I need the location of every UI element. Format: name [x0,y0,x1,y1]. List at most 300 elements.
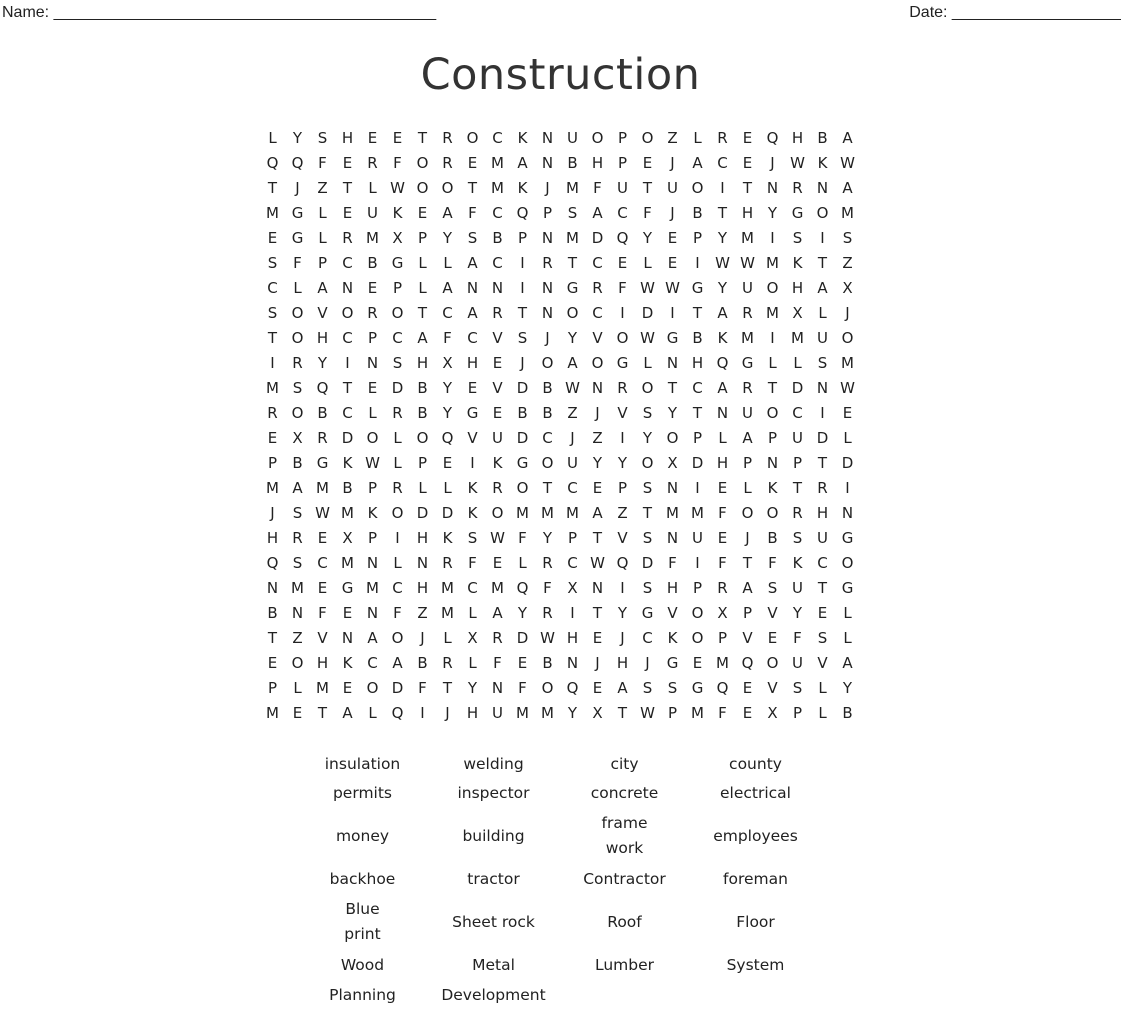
grid-letter[interactable]: R [442,154,453,172]
grid-letter[interactable]: I [820,229,825,247]
grid-letter[interactable]: Q [716,354,729,372]
grid-letter[interactable]: T [692,404,703,422]
grid-letter[interactable]: O [291,304,304,322]
grid-letter[interactable]: N [766,179,779,197]
grid-letter[interactable]: Q [741,654,754,672]
grid-letter[interactable]: Z [317,179,328,197]
grid-letter[interactable]: E [667,229,678,247]
grid-letter[interactable]: V [592,329,603,347]
grid-letter[interactable]: C [392,329,403,347]
grid-letter[interactable]: O [291,654,304,672]
grid-letter[interactable]: E [292,704,303,722]
grid-letter[interactable]: T [317,704,328,722]
grid-letter[interactable]: B [417,404,428,422]
grid-letter[interactable]: J [595,654,600,672]
grid-letter[interactable]: T [342,179,353,197]
grid-letter[interactable]: M [266,479,279,497]
grid-letter[interactable]: C [567,479,578,497]
grid-letter[interactable]: D [816,429,829,447]
grid-letter[interactable]: O [416,154,429,172]
grid-letter[interactable]: L [818,704,827,722]
grid-letter[interactable]: A [367,629,378,647]
grid-letter[interactable]: I [395,529,400,547]
grid-letter[interactable]: W [740,254,755,272]
name-field[interactable]: Name: ___________________________________________ [2,4,437,21]
grid-letter[interactable]: E [417,204,428,222]
grid-letter[interactable]: L [443,479,452,497]
grid-letter[interactable]: X [442,354,453,372]
grid-letter[interactable]: H [566,629,579,647]
grid-letter[interactable]: E [617,254,628,272]
grid-letter[interactable]: P [792,704,803,722]
grid-letter[interactable]: B [692,204,703,222]
grid-letter[interactable]: Q [516,579,529,597]
grid-letter[interactable]: L [718,429,727,447]
grid-letter[interactable]: A [342,704,353,722]
grid-letter[interactable]: E [692,654,703,672]
grid-letter[interactable]: H [466,704,479,722]
grid-letter[interactable]: R [392,479,403,497]
grid-letter[interactable]: N [816,379,829,397]
grid-letter[interactable]: A [442,279,453,297]
grid-letter[interactable]: O [541,454,554,472]
grid-letter[interactable]: Y [292,129,303,147]
grid-letter[interactable]: I [520,279,525,297]
grid-letter[interactable]: F [643,204,652,222]
grid-letter[interactable]: M [841,204,854,222]
grid-letter[interactable]: S [792,229,803,247]
grid-letter[interactable]: M [566,179,579,197]
grid-letter[interactable]: F [418,679,427,697]
grid-letter[interactable]: K [392,204,403,222]
grid-letter[interactable]: E [517,654,528,672]
grid-letter[interactable]: M [516,504,529,522]
grid-letter[interactable]: M [766,254,779,272]
grid-letter[interactable]: B [817,129,828,147]
grid-letter[interactable]: J [670,204,675,222]
grid-letter[interactable]: K [342,454,353,472]
grid-letter[interactable]: R [292,354,303,372]
grid-letter[interactable]: H [316,329,329,347]
grid-letter[interactable]: K [367,504,378,522]
grid-letter[interactable]: K [467,479,478,497]
grid-letter[interactable]: O [466,129,479,147]
grid-letter[interactable]: F [293,254,302,272]
grid-letter[interactable]: F [468,204,477,222]
grid-letter[interactable]: H [791,279,804,297]
grid-letter[interactable]: E [342,679,353,697]
grid-letter[interactable]: N [491,679,504,697]
grid-letter[interactable]: W [640,329,655,347]
grid-letter[interactable]: N [491,279,504,297]
grid-letter[interactable]: B [292,454,303,472]
grid-letter[interactable]: S [267,304,278,322]
grid-letter[interactable]: S [467,529,478,547]
grid-letter[interactable]: U [742,404,753,422]
grid-letter[interactable]: F [618,279,627,297]
grid-letter[interactable]: A [467,254,478,272]
grid-letter[interactable]: G [841,579,854,597]
grid-letter[interactable]: C [492,129,503,147]
grid-letter[interactable]: I [695,554,700,572]
grid-letter[interactable]: P [667,704,678,722]
grid-letter[interactable]: H [416,354,429,372]
grid-letter[interactable]: T [642,179,653,197]
grid-letter[interactable]: X [592,704,603,722]
grid-letter[interactable]: I [845,479,850,497]
grid-letter[interactable]: L [643,354,652,372]
grid-letter[interactable]: K [442,529,453,547]
grid-letter[interactable]: E [367,129,378,147]
grid-letter[interactable]: M [741,229,754,247]
grid-letter[interactable]: X [467,629,478,647]
grid-letter[interactable]: O [766,279,779,297]
grid-letter[interactable]: F [393,154,402,172]
grid-letter[interactable]: R [267,404,278,422]
grid-letter[interactable]: B [417,654,428,672]
grid-letter[interactable]: B [767,529,778,547]
grid-letter[interactable]: H [266,529,279,547]
grid-letter[interactable]: N [591,379,604,397]
grid-letter[interactable]: F [318,154,327,172]
grid-letter[interactable]: E [767,629,778,647]
grid-letter[interactable]: B [542,654,553,672]
grid-letter[interactable]: S [642,579,653,597]
grid-letter[interactable]: F [468,554,477,572]
grid-letter[interactable]: P [367,479,378,497]
grid-letter[interactable]: I [570,604,575,622]
grid-letter[interactable]: M [691,504,704,522]
grid-letter[interactable]: S [817,354,828,372]
grid-letter[interactable]: I [820,404,825,422]
grid-letter[interactable]: E [317,579,328,597]
grid-letter[interactable]: U [617,179,628,197]
grid-letter[interactable]: A [842,129,853,147]
grid-letter[interactable]: A [567,354,578,372]
grid-letter[interactable]: O [741,504,754,522]
grid-letter[interactable]: A [692,154,703,172]
grid-letter[interactable]: W [640,279,655,297]
grid-letter[interactable]: E [342,204,353,222]
grid-letter[interactable]: D [341,429,354,447]
grid-letter[interactable]: D [516,429,529,447]
grid-letter[interactable]: J [420,629,425,647]
grid-letter[interactable]: O [366,679,379,697]
grid-letter[interactable]: E [842,404,853,422]
grid-letter[interactable]: A [467,304,478,322]
grid-letter[interactable]: P [367,329,378,347]
grid-letter[interactable]: E [592,679,603,697]
grid-letter[interactable]: T [817,579,828,597]
grid-letter[interactable]: N [816,179,829,197]
grid-letter[interactable]: Y [642,229,653,247]
grid-letter[interactable]: L [393,554,402,572]
grid-letter[interactable]: D [441,504,454,522]
grid-letter[interactable]: G [641,604,654,622]
grid-letter[interactable]: V [742,629,753,647]
grid-letter[interactable]: W [540,629,555,647]
grid-letter[interactable]: N [841,504,854,522]
grid-letter[interactable]: G [741,354,754,372]
grid-letter[interactable]: S [817,629,828,647]
grid-letter[interactable]: Y [567,329,578,347]
grid-letter[interactable]: Y [617,454,628,472]
grid-letter[interactable]: B [317,404,328,422]
grid-letter[interactable]: S [642,404,653,422]
grid-letter[interactable]: O [341,304,354,322]
grid-letter[interactable]: M [341,554,354,572]
grid-letter[interactable]: G [666,329,679,347]
grid-letter[interactable]: Q [291,154,304,172]
grid-letter[interactable]: S [792,679,803,697]
grid-letter[interactable]: P [417,454,428,472]
grid-letter[interactable]: F [718,504,727,522]
grid-letter[interactable]: R [317,429,328,447]
grid-letter[interactable]: G [316,454,329,472]
grid-letter[interactable]: Y [667,404,678,422]
grid-letter[interactable]: W [490,529,505,547]
grid-letter[interactable]: R [742,379,753,397]
grid-letter[interactable]: S [767,579,778,597]
grid-letter[interactable]: R [792,179,803,197]
grid-letter[interactable]: Z [617,504,628,522]
grid-letter[interactable]: L [693,129,702,147]
grid-letter[interactable]: W [840,379,855,397]
grid-letter[interactable]: E [267,429,278,447]
grid-letter[interactable]: X [767,704,778,722]
grid-letter[interactable]: E [267,654,278,672]
grid-letter[interactable]: I [620,304,625,322]
grid-letter[interactable]: C [617,204,628,222]
grid-letter[interactable]: U [792,654,803,672]
grid-letter[interactable]: P [792,454,803,472]
grid-letter[interactable]: L [768,354,777,372]
grid-letter[interactable]: B [567,154,578,172]
grid-letter[interactable]: O [291,404,304,422]
grid-letter[interactable]: E [592,479,603,497]
grid-letter[interactable]: L [368,704,377,722]
grid-letter[interactable]: D [591,229,604,247]
grid-letter[interactable]: W [390,179,405,197]
grid-letter[interactable]: V [767,679,778,697]
grid-letter[interactable]: Z [842,254,853,272]
grid-letter[interactable]: X [392,229,403,247]
grid-letter[interactable]: U [817,529,828,547]
grid-letter[interactable]: P [692,579,703,597]
grid-letter[interactable]: T [267,629,278,647]
grid-letter[interactable]: K [792,254,803,272]
grid-letter[interactable]: K [492,454,503,472]
grid-letter[interactable]: O [691,604,704,622]
grid-letter[interactable]: Y [442,404,453,422]
grid-letter[interactable]: T [542,479,553,497]
grid-letter[interactable]: Z [292,629,303,647]
grid-letter[interactable]: T [417,129,428,147]
grid-letter[interactable]: M [791,329,804,347]
grid-letter[interactable]: B [417,379,428,397]
grid-letter[interactable]: L [843,604,852,622]
grid-letter[interactable]: O [391,304,404,322]
grid-letter[interactable]: P [392,279,403,297]
grid-letter[interactable]: R [492,304,503,322]
grid-letter[interactable]: W [665,279,680,297]
grid-letter[interactable]: J [295,179,300,197]
grid-letter[interactable]: P [767,429,778,447]
grid-letter[interactable]: E [342,604,353,622]
grid-letter[interactable]: D [391,379,404,397]
grid-letter[interactable]: P [742,454,753,472]
grid-letter[interactable]: H [741,204,754,222]
grid-letter[interactable]: C [492,254,503,272]
grid-letter[interactable]: N [541,129,554,147]
grid-letter[interactable]: G [291,204,304,222]
grid-letter[interactable]: A [742,429,753,447]
grid-letter[interactable]: M [741,329,754,347]
grid-letter[interactable]: R [717,129,728,147]
grid-letter[interactable]: T [592,604,603,622]
grid-letter[interactable]: M [516,704,529,722]
grid-letter[interactable]: M [441,604,454,622]
grid-letter[interactable]: B [517,404,528,422]
grid-letter[interactable]: E [467,379,478,397]
grid-letter[interactable]: E [492,554,503,572]
grid-letter[interactable]: S [842,229,853,247]
grid-letter[interactable]: Y [642,429,653,447]
grid-letter[interactable]: Q [266,554,279,572]
grid-letter[interactable]: Z [417,604,428,622]
grid-letter[interactable]: K [717,329,728,347]
grid-letter[interactable]: H [416,579,429,597]
grid-letter[interactable]: T [817,454,828,472]
grid-letter[interactable]: V [617,404,628,422]
grid-letter[interactable]: T [792,479,803,497]
grid-letter[interactable]: B [367,254,378,272]
grid-letter[interactable]: J [670,154,675,172]
grid-letter[interactable]: I [470,454,475,472]
grid-letter[interactable]: M [716,654,729,672]
grid-letter[interactable]: M [491,154,504,172]
grid-letter[interactable]: F [768,554,777,572]
grid-letter[interactable]: C [317,554,328,572]
grid-letter[interactable]: O [666,429,679,447]
grid-letter[interactable]: E [367,279,378,297]
grid-letter[interactable]: O [441,179,454,197]
grid-letter[interactable]: M [341,504,354,522]
grid-letter[interactable]: Y [842,679,853,697]
grid-letter[interactable]: E [367,379,378,397]
grid-letter[interactable]: G [791,204,804,222]
grid-letter[interactable]: S [517,329,528,347]
grid-letter[interactable]: V [492,329,503,347]
grid-letter[interactable]: I [620,429,625,447]
grid-letter[interactable]: O [616,329,629,347]
grid-letter[interactable]: C [717,154,728,172]
grid-letter[interactable]: D [516,629,529,647]
grid-letter[interactable]: C [342,329,353,347]
grid-letter[interactable]: Q [716,679,729,697]
grid-letter[interactable]: B [267,604,278,622]
grid-letter[interactable]: E [592,629,603,647]
grid-letter[interactable]: I [695,479,700,497]
grid-letter[interactable]: Q [391,704,404,722]
grid-letter[interactable]: F [793,629,802,647]
grid-letter[interactable]: L [843,429,852,447]
grid-letter[interactable]: N [366,604,379,622]
grid-letter[interactable]: N [366,354,379,372]
grid-letter[interactable]: L [368,179,377,197]
grid-letter[interactable]: N [366,554,379,572]
grid-letter[interactable]: E [392,129,403,147]
grid-letter[interactable]: C [467,579,478,597]
grid-letter[interactable]: L [643,254,652,272]
grid-letter[interactable]: J [270,504,275,522]
grid-letter[interactable]: A [717,304,728,322]
grid-letter[interactable]: E [742,679,753,697]
grid-letter[interactable]: U [692,529,703,547]
grid-letter[interactable]: S [642,529,653,547]
grid-letter[interactable]: I [420,704,425,722]
grid-letter[interactable]: S [317,129,328,147]
grid-letter[interactable]: E [667,254,678,272]
grid-letter[interactable]: L [518,554,527,572]
grid-letter[interactable]: D [841,454,854,472]
grid-letter[interactable]: R [717,579,728,597]
grid-letter[interactable]: K [792,554,803,572]
grid-letter[interactable]: E [342,154,353,172]
grid-letter[interactable]: G [466,404,479,422]
grid-letter[interactable]: M [766,304,779,322]
grid-letter[interactable]: L [818,304,827,322]
grid-letter[interactable]: T [667,379,678,397]
grid-letter[interactable]: E [717,479,728,497]
grid-letter[interactable]: J [545,329,550,347]
grid-letter[interactable]: H [716,454,729,472]
grid-letter[interactable]: E [267,229,278,247]
grid-letter[interactable]: R [392,404,403,422]
grid-letter[interactable]: M [491,579,504,597]
grid-letter[interactable]: L [793,354,802,372]
grid-letter[interactable]: O [416,429,429,447]
grid-letter[interactable]: P [617,129,628,147]
grid-letter[interactable]: Z [592,429,603,447]
grid-letter[interactable]: G [691,279,704,297]
grid-letter[interactable]: Y [717,279,728,297]
grid-letter[interactable]: K [667,629,678,647]
grid-letter[interactable]: V [317,629,328,647]
grid-letter[interactable]: A [592,204,603,222]
grid-letter[interactable]: A [317,279,328,297]
grid-letter[interactable]: Y [717,229,728,247]
grid-letter[interactable]: J [770,154,775,172]
grid-letter[interactable]: C [642,629,653,647]
grid-letter[interactable]: Y [617,604,628,622]
grid-letter[interactable]: C [692,379,703,397]
grid-letter[interactable]: F [493,654,502,672]
grid-letter[interactable]: R [442,129,453,147]
grid-letter[interactable]: O [841,329,854,347]
grid-letter[interactable]: M [266,379,279,397]
grid-letter[interactable]: O [366,429,379,447]
grid-letter[interactable]: I [670,304,675,322]
grid-letter[interactable]: E [742,704,753,722]
grid-letter[interactable]: E [717,529,728,547]
grid-letter[interactable]: O [541,679,554,697]
grid-letter[interactable]: L [443,254,452,272]
grid-letter[interactable]: R [542,254,553,272]
grid-letter[interactable]: S [467,229,478,247]
grid-letter[interactable]: C [542,429,553,447]
grid-letter[interactable]: R [817,479,828,497]
